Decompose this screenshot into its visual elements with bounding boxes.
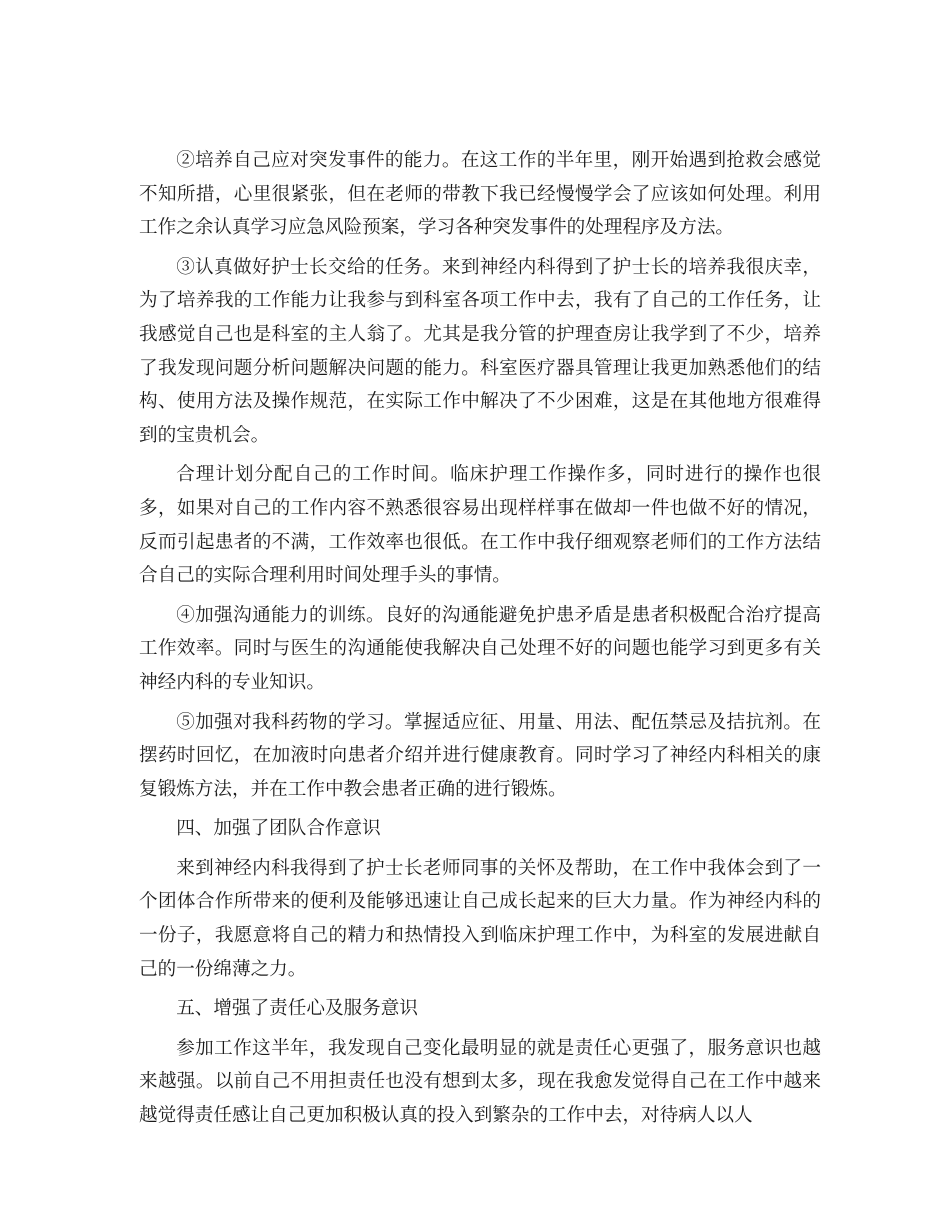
- paragraph-communication: ④加强沟通能力的训练。良好的沟通能避免护患矛盾是患者积极配合治疗提高工作效率。同时与医生的沟通能使我解决自己处理不好的问题也能学习到更多有关神经内科的专业知识。: [139, 604, 821, 693]
- section-heading-teamwork: 四、加强了团队合作意识: [176, 818, 381, 840]
- section-heading-responsibility: 五、增强了责任心及服务意识: [176, 998, 418, 1020]
- paragraph-time-planning: 合理计划分配自己的工作时间。临床护理工作操作多，同时进行的操作也很多，如果对自己的工作内容不熟悉很容易出现样样事在做却一件也做不好的情况，反而引起患者的不满，工作效率也很低。在工作中我仔细观察老师们的工作方法结合自己的实际合理利用时间处理手头的事情。: [139, 464, 821, 587]
- paragraph-teamwork: 来到神经内科我得到了护士长老师同事的关怀及帮助，在工作中我体会到了一个团体合作所带来的便利及能够迅速让自己成长起来的巨大力量。作为神经内科的一份子，我愿意将自己的精力和热情投入到临床护理工作中，为科室的发展进献自己的一份绵薄之力。: [139, 857, 821, 980]
- document-body: [139, 144, 821, 1133]
- paragraph-emergency-ability: ②培养自己应对突发事件的能力。在这工作的半年里，刚开始遇到抢救会感觉不知所措，心里很紧张，但在老师的带教下我已经慢慢学会了应该如何处理。利用工作之余认真学习应急风险预案，学习各种突发事件的处理程序及方法。: [139, 150, 821, 239]
- paragraph-drug-study: ⑤加强对我科药物的学习。掌握适应征、用量、用法、配伍禁忌及拮抗剂。在摆药时回忆，在加液时向患者介绍并进行健康教育。同时学习了神经内科相关的康复锻炼方法，并在工作中教会患者正确的进行锻炼。: [139, 711, 821, 800]
- paragraph-responsibility: 参加工作这半年，我发现自己变化最明显的就是责任心更强了，服务意识也越来越强。以前自己不用担责任也没有想到太多，现在我愈发觉得自己在工作中越来越觉得责任感让自己更加积极认真的投入到繁杂的工作中去，对待病人以人: [139, 1037, 821, 1127]
- paragraph-head-nurse-tasks: ③认真做好护士长交给的任务。来到神经内科得到了护士长的培养我很庆幸，为了培养我的工作能力让我参与到科室各项工作中去，我有了自己的工作任务，让我感觉自己也是科室的主人翁了。尤其是我分管的护理查房让我学到了不少，培养了我发现问题分析问题解决问题的能力。科室医疗器具管理让我更加熟悉他们的结构、使用方法及操作规范，在实际工作中解决了不少困难，这是在其他地方很难得到的宝贵机会。: [139, 256, 821, 446]
